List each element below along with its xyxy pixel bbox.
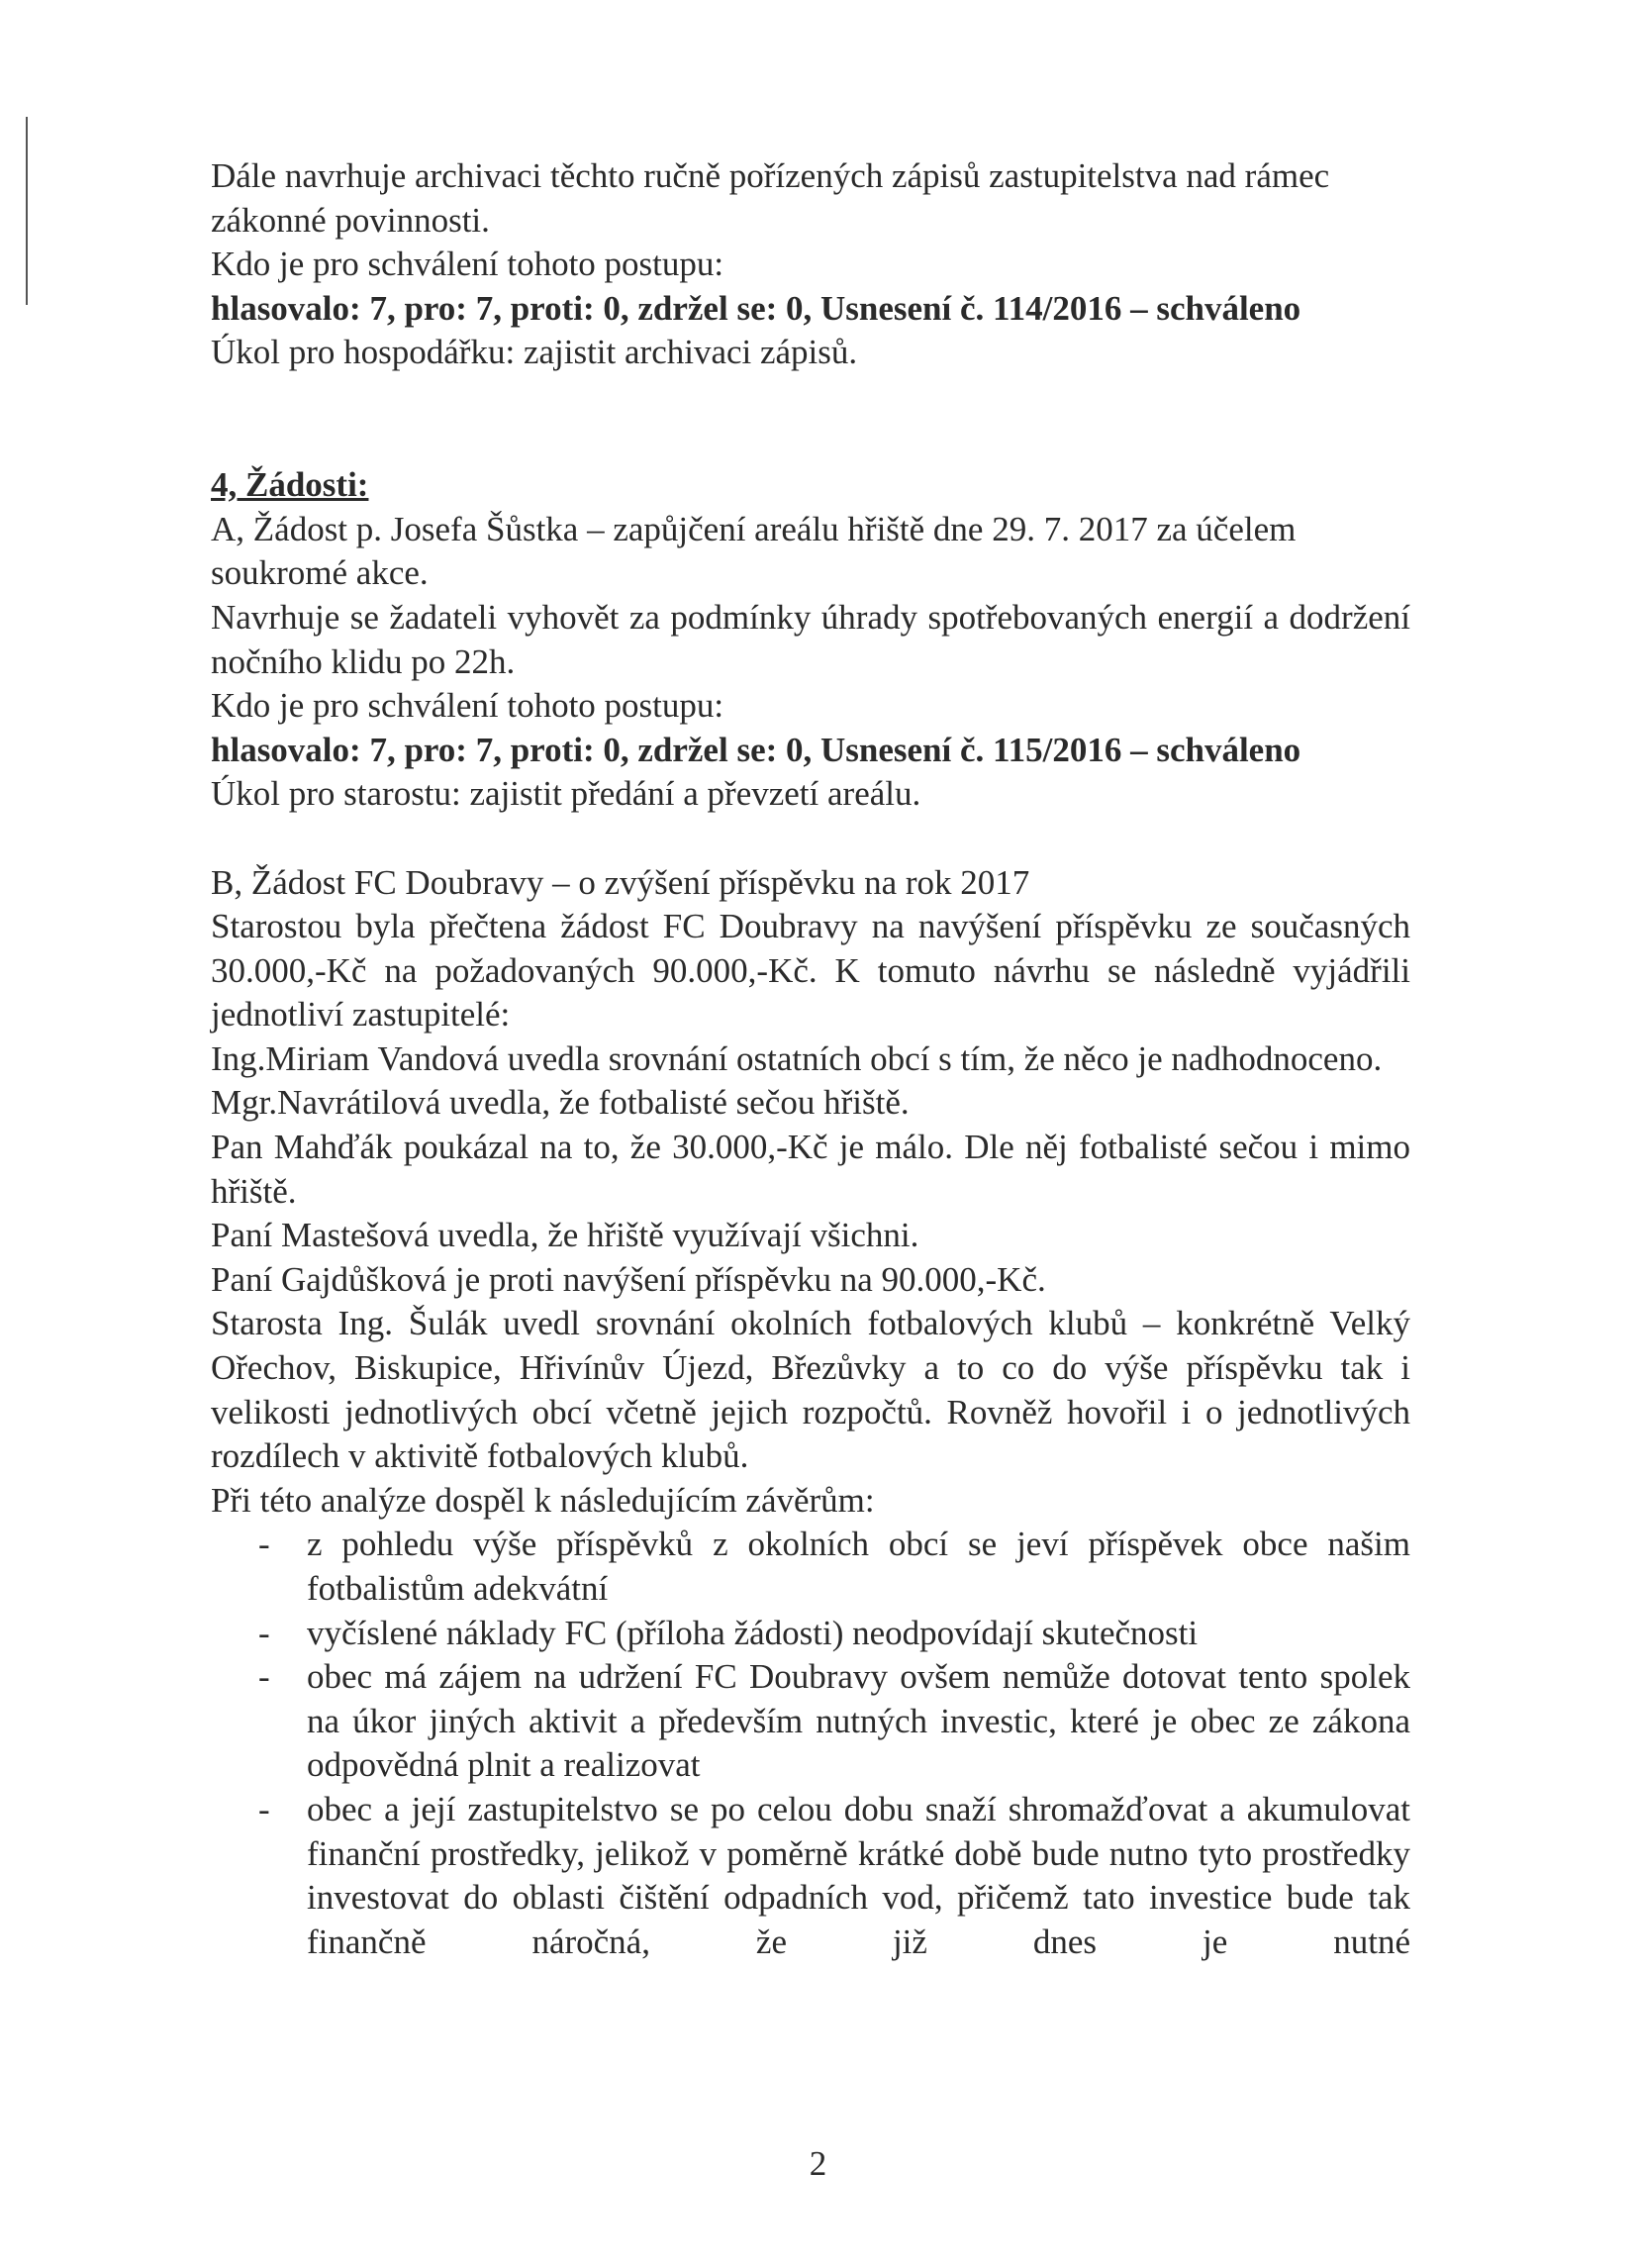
approval-question: Kdo je pro schválení tohoto postupu: (211, 686, 724, 726)
request-a-proposal: Navrhuje se žadateli vyhovět za podmínky úhrady spotřebovaných energií a dodržení nočního klidu po 22h. (211, 597, 1410, 681)
statement-vandova: Ing.Miriam Vandová uvedla srovnání ostatních obcí s tím, že něco je nadhodnoceno. (211, 1038, 1383, 1078)
statement-navratilova: Mgr.Navrátilová uvedla, že fotbalisté sečou hřiště. (211, 1083, 910, 1123)
vote-result-115: hlasovalo: 7, pro: 7, proti: 0, zdržel se: 0, Usnesení č. 115/2016 – schváleno (211, 730, 1301, 769)
list-item-text: vyčíslené náklady FC (příloha žádosti) neodpovídají skutečnosti (307, 1613, 1199, 1652)
spacer (211, 817, 1410, 861)
conclusions-list (211, 1523, 1410, 1964)
bullet-dash: - (258, 1525, 270, 1564)
list-item (211, 1788, 1410, 1964)
approval-question: Kdo je pro schválení tohoto postupu: (211, 245, 724, 284)
list-item-text: obec a její zastupitelstvo se po celou dobu snaží shromažďovat a akumulovat finanční prostředky, jelikož v poměrně krátké době bude nutno tyto prostředky investovat do oblasti čištění odpadních vod, přičemž tato investice bude tak finančně náročná, že již dnes je nutné (307, 1789, 1410, 1961)
statement-sulak: Starosta Ing. Šulák uvedl srovnání okolních fotbalových klubů – konkrétně Velký Ořechov, Biskupice, Hřivínův Újezd, Březůvky a to co do výše příspěvku tak i velikosti jednotlivých obcí včetně jejich rozpočtů. Rovněž hovořil i o jednotlivých rozdílech v aktivitě fotbalových klubů. (211, 1304, 1410, 1476)
request-a: A, Žádost p. Josefa Šůstka – zapůjčení areálu hřiště dne 29. 7. 2017 za účelem soukromé akce. (211, 509, 1297, 593)
list-item-text: obec má zájem na udržení FC Doubravy ovšem nemůže dotovat tento spolek na úkor jiných aktivit a především nutných investic, které je obec ze zákona odpovědná plnit a realizovat (307, 1657, 1410, 1785)
task-mayor: Úkol pro starostu: zajistit předání a převzetí areálu. (211, 774, 921, 814)
spacer (211, 375, 1410, 420)
page-number: 2 (809, 2144, 827, 2183)
spacer (211, 420, 1410, 464)
bullet-dash: - (258, 1613, 270, 1652)
list-item (211, 1612, 1410, 1656)
bullet-dash: - (258, 1789, 270, 1828)
task-housekeeper: Úkol pro hospodářku: zajistit archivaci zápisů. (211, 333, 858, 372)
statement-mahdak: Pan Mahďák poukázal na to, že 30.000,-Kč je málo. Dle něj fotbalisté sečou i mimo hřiště. (211, 1128, 1410, 1211)
bullet-dash: - (258, 1657, 270, 1697)
list-item (211, 1655, 1410, 1788)
conclusions-intro: Při této analýze dospěl k následujícím závěrům: (211, 1480, 875, 1520)
scan-edge-line (26, 117, 28, 305)
vote-result-114: hlasovalo: 7, pro: 7, proti: 0, zdržel se: 0, Usnesení č. 114/2016 – schváleno (211, 288, 1301, 328)
archive-proposal: Dále navrhuje archivaci těchto ručně pořízených zápisů zastupitelstva nad rámec zákonné povinnosti. (211, 156, 1330, 240)
section-heading-requests: 4, Žádosti: (211, 465, 369, 505)
list-item (211, 1523, 1410, 1611)
request-b: B, Žádost FC Doubravy – o zvýšení příspěvku na rok 2017 (211, 862, 1030, 902)
statement-gajduskova: Paní Gajdůšková je proti navýšení příspěvku na 90.000,-Kč. (211, 1259, 1046, 1299)
request-b-intro: Starostou byla přečtena žádost FC Doubravy na navýšení příspěvku ze současných 30.000,-Kč na požadovaných 90.000,-Kč. K tomuto návrhu se následně vyjádřili jednotliví zastupitelé: (211, 907, 1410, 1035)
minutes-body (211, 154, 1410, 1964)
statement-mastesova: Paní Mastešová uvedla, že hřiště využívají všichni. (211, 1216, 919, 1255)
list-item-text: z pohledu výše příspěvků z okolních obcí se jeví příspěvek obce našim fotbalistům adekvátní (307, 1525, 1410, 1608)
